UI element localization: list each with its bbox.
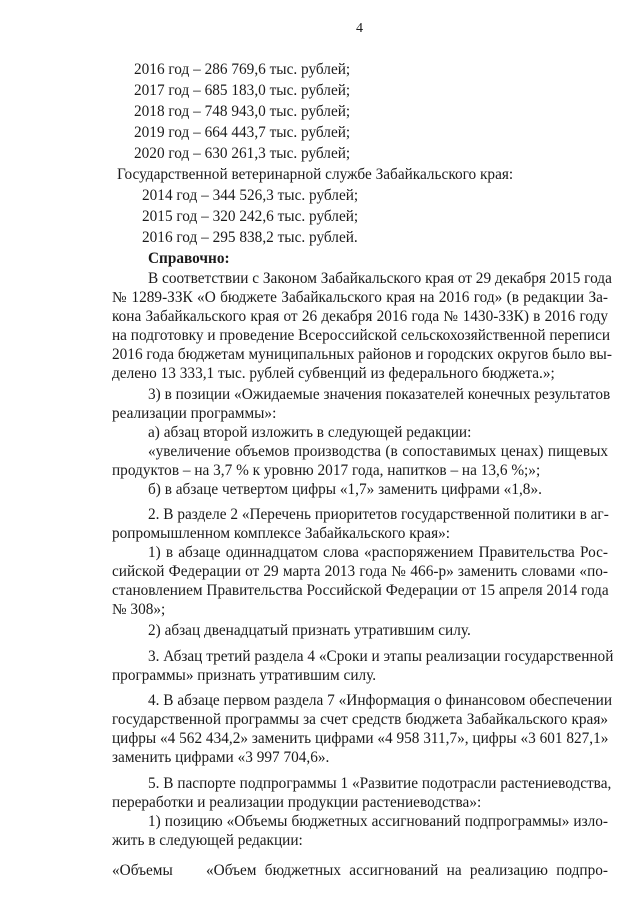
paragraph-line: № 1289-ЗЗК «О бюджете Забайкальского края на 2016 год» (в редакции За-	[112, 289, 608, 306]
paragraph-line: ропромышленном комплексе Забайкальского края»:	[112, 525, 451, 542]
paragraph-line: 2. В разделе 2 «Перечень приоритетов государственной политики в аг-	[148, 506, 609, 523]
table-cell-left: «Объемы	[112, 862, 173, 879]
paragraph-line: 4. В абзаце первом раздела 7 «Информация о финансовом обеспечении	[148, 692, 613, 709]
paragraph-line: В соответствии с Законом Забайкальского края от 29 декабря 2015 года	[148, 270, 612, 287]
year-line: 2020 год – 630 261,3 тыс. рублей;	[134, 145, 351, 162]
year-line: 2014 год – 344 526,3 тыс. рублей;	[142, 187, 359, 204]
year-line: 2016 год – 286 769,6 тыс. рублей;	[134, 61, 351, 78]
paragraph-line: переработки и реализации продукции растениеводства»:	[112, 794, 482, 811]
paragraph-line: продуктов – на 3,7 % к уровню 2017 года, напитков – на 13,6 %;»;	[112, 462, 541, 479]
paragraph-line: 5. В паспорте подпрограммы 1 «Развитие подотрасли растениеводства,	[148, 775, 612, 792]
paragraph-line: 2) абзац двенадцатый признать утратившим силу.	[148, 622, 471, 639]
paragraph-line: кона Забайкальского края от 26 декабря 2016 года № 1430-ЗЗК) в 2016 году	[112, 308, 608, 325]
page-number: 4	[356, 21, 363, 36]
paragraph-line: жить в следующей редакции:	[112, 832, 303, 849]
table-cell-right: «Объем бюджетных ассигнований на реализацию подпро-	[206, 862, 608, 879]
paragraph-line: 3) в позиции «Ожидаемые значения показателей конечных результатов	[148, 386, 611, 403]
paragraph-line: № 308»;	[112, 601, 166, 618]
year-line: 2018 год – 748 943,0 тыс. рублей;	[134, 103, 351, 120]
paragraph-line: становлением Правительства Российской Федерации от 15 апреля 2014 года	[112, 582, 609, 599]
paragraph-line: 1) в абзаце одиннадцатом слова «распоряжением Правительства Рос-	[148, 544, 608, 561]
paragraph-line: программы» признать утратившим силу.	[112, 667, 377, 684]
paragraph-line: реализации программы»:	[112, 405, 277, 422]
paragraph-line: 1) позицию «Объемы бюджетных ассигнований подпрограммы» излo-	[148, 813, 608, 830]
paragraph-line: а) абзац второй изложить в следующей редакции:	[148, 424, 472, 441]
year-line: 2019 год – 664 443,7 тыс. рублей;	[134, 124, 351, 141]
year-line: 2015 год – 320 242,6 тыс. рублей;	[142, 208, 359, 225]
paragraph-line: 2016 года бюджетам муниципальных районов и городских округов было вы-	[112, 346, 612, 363]
paragraph-line: «увеличение объемов производства (в сопоставимых ценах) пищевых	[148, 443, 608, 460]
year-line: 2016 год – 295 838,2 тыс. рублей.	[142, 229, 358, 246]
vet-service-heading: Государственной ветеринарной службе Забайкальского края:	[117, 166, 514, 183]
paragraph-line: делено 13 333,1 тыс. рублей субвенций из федерального бюджета.»;	[112, 365, 555, 382]
year-line: 2017 год – 685 183,0 тыс. рублей;	[134, 82, 351, 99]
paragraph-line: на подготовку и проведение Всероссийской сельскохозяйственной переписи	[112, 327, 611, 344]
paragraph-line: сийской Федерации от 29 марта 2013 года № 466-р» заменить словами «по-	[112, 563, 608, 580]
paragraph-line: государственной программы за счет средств бюджета Забайкальского края»	[112, 711, 608, 728]
reference-title: Справочно:	[148, 250, 230, 267]
paragraph-line: б) в абзаце четвертом цифры «1,7» заменить цифрами «1,8».	[148, 481, 542, 498]
paragraph-line: 3. Абзац третий раздела 4 «Сроки и этапы реализации государственной	[148, 648, 614, 665]
paragraph-line: заменить цифрами «3 997 704,6».	[112, 749, 330, 766]
paragraph-line: цифры «4 562 434,2» заменить цифрами «4 958 311,7», цифры «3 601 827,1»	[112, 730, 609, 747]
